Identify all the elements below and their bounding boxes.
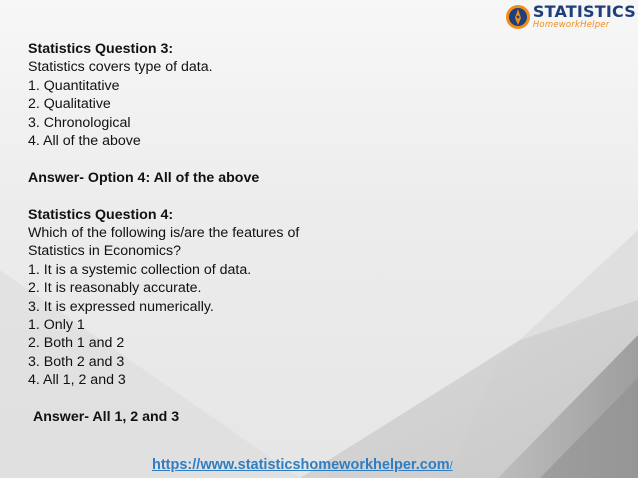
question-4-option: 4. All 1, 2 and 3 <box>28 372 126 389</box>
website-url-slash: / <box>449 460 453 472</box>
website-link[interactable] <box>152 457 453 473</box>
question-4-prompt: Statistics in Economics? <box>28 243 181 260</box>
question-3-option: 1. Quantitative <box>28 77 120 94</box>
question-3-prompt: Statistics covers type of data. <box>28 59 213 76</box>
question-4-option: 1. Only 1 <box>28 317 85 334</box>
question-3-option: 3. Chronological <box>28 114 131 131</box>
question-3-option: 4. All of the above <box>28 133 141 150</box>
brand-logo <box>505 2 636 32</box>
slide-content <box>28 40 448 426</box>
website-url: https://www.statisticshomeworkhelper.com <box>152 457 450 473</box>
spacer <box>28 150 448 168</box>
question-3-heading: Statistics Question 3: <box>28 41 174 57</box>
question-4-heading: Statistics Question 4: <box>28 206 174 223</box>
question-4-answer: Answer- All 1, 2 and 3 <box>33 409 180 426</box>
question-4-statement: 2. It is reasonably accurate. <box>28 280 202 297</box>
logo-sub-text: HomeworkHelper <box>532 20 610 31</box>
spacer <box>28 187 448 205</box>
question-4-prompt: Which of the following is/are the features of <box>28 225 300 242</box>
question-4-option: 3. Both 2 and 3 <box>28 353 125 370</box>
question-4-statement: 1. It is a systemic collection of data. <box>28 261 252 278</box>
question-4-option: 2. Both 1 and 2 <box>28 335 125 352</box>
pen-icon <box>505 4 531 30</box>
spacer <box>28 390 448 408</box>
question-3-option: 2. Qualitative <box>28 96 111 113</box>
question-3-answer: Answer- Option 4: All of the above <box>28 169 260 186</box>
logo-brand-text: STATISTICS <box>532 2 636 22</box>
question-4-statement: 3. It is expressed numerically. <box>28 298 214 315</box>
